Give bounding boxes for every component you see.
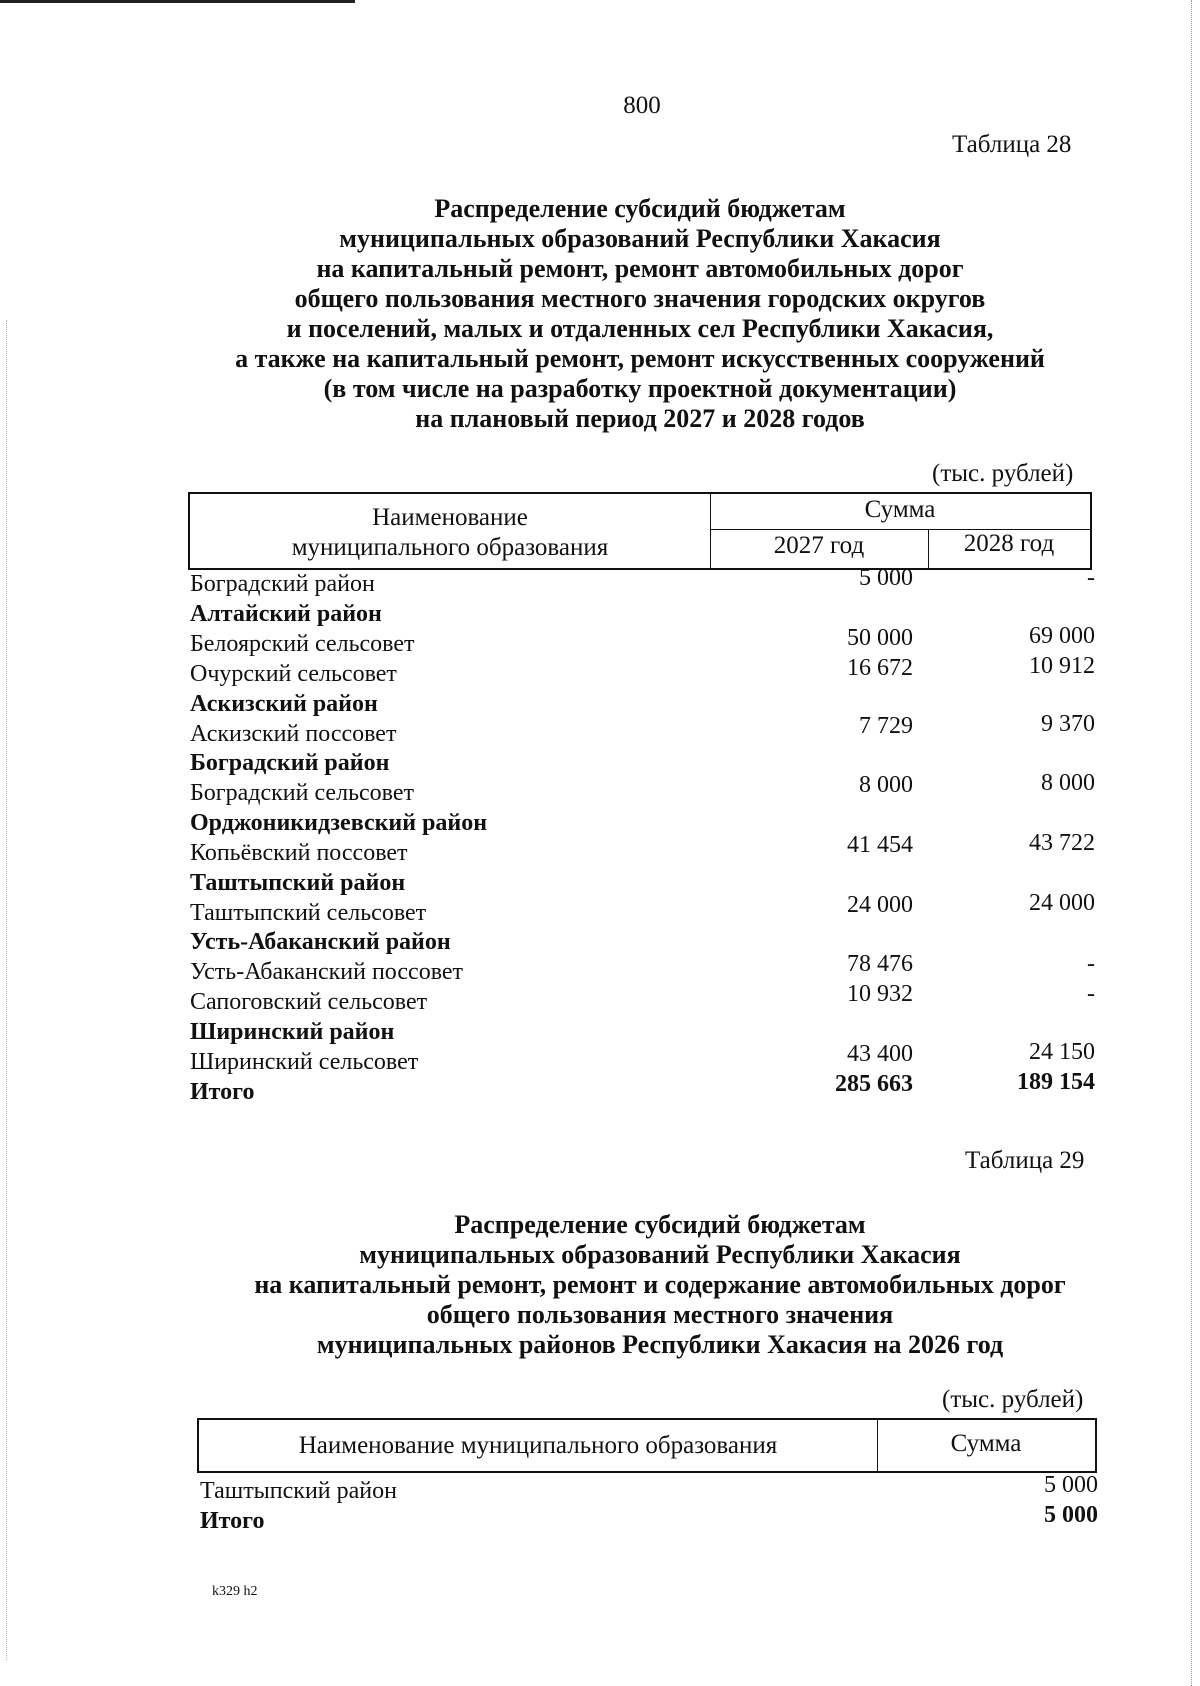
table-row — [190, 770, 1095, 810]
row-name: Боградский район — [190, 750, 390, 776]
row-value-2027: 7 729 — [859, 713, 913, 739]
table-row — [190, 830, 1095, 870]
table-29-units: (тыс. рублей) — [942, 1386, 1084, 1413]
title-line: муниципальных образований Республики Хакасия — [359, 1240, 961, 1269]
document-code: k329 h2 — [212, 1584, 258, 1599]
page-number: 800 — [623, 92, 661, 119]
row-name: Белоярский сельсовет — [190, 631, 415, 657]
table-29-label: Таблица 29 — [965, 1147, 1085, 1174]
row-name: Ширинский сельсовет — [190, 1049, 419, 1075]
scan-border-top — [0, 0, 355, 3]
row-name: Боградский район — [190, 571, 375, 597]
table-row-total — [190, 1069, 1095, 1109]
table-28-title — [160, 194, 1120, 434]
table-28-units: (тыс. рублей) — [932, 460, 1074, 487]
row-value-2027: 50 000 — [847, 625, 913, 651]
table-28-header — [188, 492, 1092, 570]
row-name: Таштыпский сельсовет — [190, 900, 427, 926]
header-sum: Сумма — [864, 496, 936, 523]
row-name: Аскизский поссовет — [190, 721, 397, 747]
header-year-2027: 2027 год — [773, 532, 865, 559]
row-value-2028: 189 154 — [1017, 1069, 1095, 1095]
row-name: Боградский сельсовет — [190, 780, 414, 806]
title-line: общего пользования местного значения городских округов — [294, 284, 986, 313]
scan-border-right — [1190, 0, 1192, 1686]
row-value-2028: - — [1087, 981, 1095, 1007]
row-value-2027: 8 000 — [859, 772, 913, 798]
row-value-2027: 10 932 — [847, 981, 913, 1007]
table-29-title — [180, 1210, 1140, 1360]
title-line: Распределение субсидий бюджетам — [454, 1210, 866, 1239]
row-value-2028: 24 000 — [1029, 890, 1095, 916]
table-29-header — [197, 1418, 1097, 1473]
table-row — [190, 565, 1095, 601]
row-value: 5 000 — [1044, 1472, 1098, 1498]
title-line: общего пользования местного значения — [426, 1300, 894, 1329]
row-value-2028: 9 370 — [1041, 711, 1095, 737]
table-row — [190, 981, 1095, 1019]
table-row-total — [200, 1502, 1098, 1538]
row-value: 5 000 — [1044, 1502, 1098, 1528]
row-name: Очурский сельсовет — [190, 661, 397, 687]
header-name-line2: муниципального образования — [291, 534, 609, 561]
title-line: муниципальных районов Республики Хакасия на 2026 год — [316, 1330, 1004, 1359]
row-name: Ширинский район — [190, 1019, 395, 1045]
title-line: и поселений, малых и отдаленных сел Республики Хакасия, — [286, 314, 994, 343]
row-value-2028: 24 150 — [1029, 1039, 1095, 1065]
row-value-2027: 24 000 — [847, 892, 913, 918]
row-name: Усть-Абаканский поссовет — [190, 959, 464, 985]
header-year-2028: 2028 год — [963, 530, 1055, 557]
title-line: на капитальный ремонт, ремонт автомобильных дорог — [316, 254, 964, 283]
row-value-2027: 78 476 — [847, 951, 913, 977]
row-value-2027: 43 400 — [847, 1041, 913, 1067]
row-name: Таштыпский район — [200, 1478, 397, 1504]
title-line: на плановый период 2027 и 2028 годов — [415, 404, 865, 433]
row-name: Орджоникидзевский район — [190, 810, 488, 836]
title-line: муниципальных образований Республики Хакасия — [339, 224, 941, 253]
row-value-2028: - — [1087, 565, 1095, 591]
header-sum: Сумма — [950, 1430, 1022, 1457]
table-row — [190, 653, 1095, 691]
row-name: Итого — [200, 1508, 265, 1534]
row-name: Аскизский район — [190, 691, 378, 717]
title-line: Распределение субсидий бюджетам — [434, 194, 846, 223]
row-value-2027: 41 454 — [847, 832, 913, 858]
table-28-label: Таблица 28 — [952, 131, 1072, 158]
row-value-2027: 285 663 — [835, 1071, 913, 1097]
title-line: а также на капитальный ремонт, ремонт искусственных сооружений — [235, 344, 1045, 373]
row-name: Копьёвский поссовет — [190, 840, 408, 866]
row-value-2027: 5 000 — [859, 565, 913, 591]
title-line: (в том числе на разработку проектной документации) — [323, 374, 957, 403]
row-name: Алтайский район — [190, 601, 382, 627]
table-row — [190, 890, 1095, 930]
title-line: на капитальный ремонт, ремонт и содержание автомобильных дорог — [254, 1270, 1066, 1299]
row-value-2028: 43 722 — [1029, 830, 1095, 856]
table-row — [190, 711, 1095, 751]
scan-border-left — [6, 320, 8, 1660]
row-value-2028: - — [1087, 951, 1095, 977]
header-name-line1: Наименование — [372, 504, 528, 531]
row-value-2028: 8 000 — [1041, 770, 1095, 796]
row-value-2027: 16 672 — [847, 655, 913, 681]
row-name: Итого — [190, 1079, 255, 1105]
header-name: Наименование муниципального образования — [298, 1432, 778, 1459]
row-name: Усть-Абаканский район — [190, 929, 451, 955]
row-name: Сапоговский сельсовет — [190, 989, 428, 1015]
row-name: Таштыпский район — [190, 870, 406, 896]
row-value-2028: 69 000 — [1029, 623, 1095, 649]
row-value-2028: 10 912 — [1029, 653, 1095, 679]
